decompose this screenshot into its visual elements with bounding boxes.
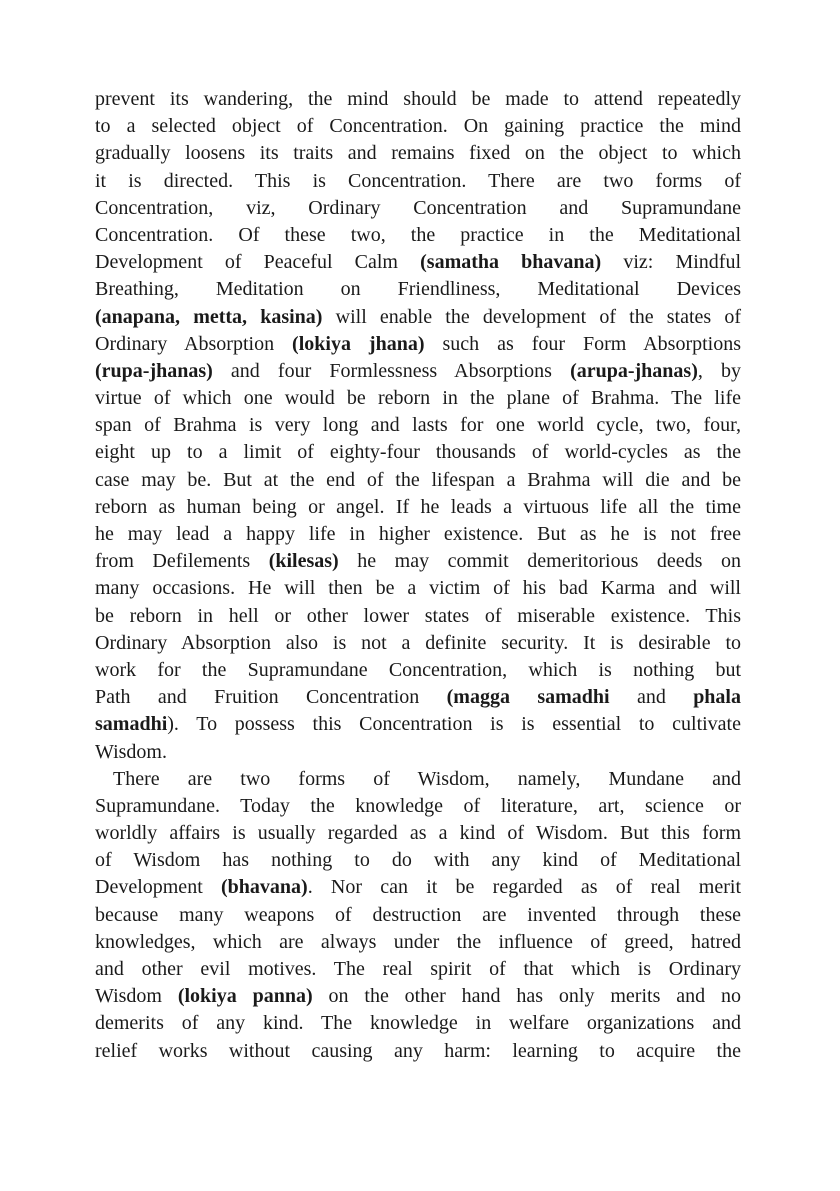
text-segment: many occasions. He will then be a victim of his bad Karma and will (95, 577, 741, 600)
text-line (95, 603, 741, 630)
text-line (95, 494, 741, 521)
bold-term: (kilesas) (268, 550, 339, 573)
text-line (95, 575, 741, 602)
text-line (95, 439, 741, 466)
text-line (95, 168, 741, 195)
text-line (95, 684, 741, 711)
bold-term: (magga samadhi (446, 686, 610, 709)
text-segment: and other evil motives. The real spirit of that which is Ordinary (95, 958, 741, 980)
text-segment: viz: Mindful (601, 251, 742, 274)
text-segment: he may lead a happy life in higher existence. But as he is not free (95, 523, 741, 545)
text-segment: and four Formlessness Absorptions (212, 359, 571, 382)
text-line (95, 739, 741, 766)
text-segment: There are two forms of Wisdom, namely, Mundane and (113, 767, 741, 790)
text-segment: span of Brahma is very long and lasts for one world cycle, two, four, (95, 414, 741, 437)
text-line (95, 113, 741, 140)
text-segment: virtue of which one would be reborn in the plane of Brahma. The life (95, 387, 741, 410)
text-segment: from Defilements (95, 550, 269, 573)
text-line (95, 847, 741, 874)
bold-term: (rupa-jhanas) (95, 359, 213, 382)
text-segment: Wisdom (95, 985, 178, 1008)
text-segment: Wisdom. (95, 740, 167, 763)
text-line (95, 1010, 741, 1037)
text-segment: demerits of any kind. The knowledge in welfare organizations and (95, 1012, 741, 1035)
document-body (95, 86, 741, 1065)
text-segment: Development of Peaceful Calm (95, 251, 421, 274)
text-line (95, 521, 741, 548)
text-segment: he may commit demeritorious deeds on (338, 550, 741, 573)
text-line (95, 793, 741, 820)
text-line (95, 467, 741, 494)
text-line (95, 766, 741, 793)
text-segment: will enable the development of the states of (322, 305, 741, 328)
text-segment: be reborn in hell or other lower states of miserable existence. This (95, 604, 741, 627)
text-segment: ). To possess this Concentration is is essential to cultivate (167, 713, 741, 736)
text-segment: because many weapons of destruction are invented through these (95, 903, 741, 926)
text-segment: of Wisdom has nothing to do with any kind of Meditational (95, 849, 741, 872)
text-line (95, 874, 741, 901)
text-line (95, 276, 741, 303)
text-segment: Ordinary Absorption (95, 332, 293, 355)
text-line (95, 412, 741, 439)
text-segment: work for the Supramundane Concentration, which is nothing but (95, 658, 741, 681)
text-line (95, 195, 741, 222)
text-line (95, 385, 741, 412)
text-segment: and (609, 686, 694, 709)
text-line (95, 820, 741, 847)
text-segment: prevent its wandering, the mind should be made to attend repeatedly (95, 88, 741, 110)
bold-term: (lokiya panna) (177, 985, 313, 1008)
text-line (95, 657, 741, 684)
bold-term: (samatha bhavana) (420, 251, 602, 274)
text-line (95, 140, 741, 167)
text-line (95, 222, 741, 249)
text-segment: case may be. But at the end of the lifespan a Brahma will die and be (95, 468, 741, 491)
text-segment: on the other hand has only merits and no (312, 985, 741, 1008)
text-segment: knowledges, which are always under the influence of greed, hatred (95, 930, 741, 953)
text-line (95, 1038, 741, 1065)
text-segment: Breathing, Meditation on Friendliness, Meditational Devices (95, 278, 741, 301)
text-segment: Concentration. Of these two, the practice in the Meditational (95, 223, 741, 246)
text-line (95, 630, 741, 657)
text-segment: Development (95, 876, 221, 899)
text-line (95, 548, 741, 575)
bold-term: (arupa-jhanas) (570, 359, 698, 382)
text-line (95, 711, 741, 738)
text-line (95, 331, 741, 358)
text-line (95, 249, 741, 276)
text-segment: eight up to a limit of eighty-four thousands of world-cycles as the (95, 441, 741, 464)
text-segment: Ordinary Absorption also is not a definite security. It is desirable to (95, 631, 741, 654)
text-line (95, 86, 741, 113)
text-segment: gradually loosens its traits and remains fixed on the object to which (95, 142, 741, 165)
text-segment: Concentration, viz, Ordinary Concentration and Supramundane (95, 196, 741, 219)
bold-term: (lokiya jhana) (292, 332, 425, 355)
text-line (95, 929, 741, 956)
text-segment: Supramundane. Today the knowledge of literature, art, science or (95, 794, 741, 817)
text-segment: worldly affairs is usually regarded as a kind of Wisdom. But this form (95, 822, 741, 845)
bold-term: (anapana, metta, kasina) (95, 305, 323, 328)
bold-term: samadhi (95, 713, 168, 736)
bold-term: (bhavana) (220, 876, 308, 899)
text-segment: it is directed. This is Concentration. There are two forms of (95, 169, 741, 192)
text-segment: such as four Form Absorptions (424, 332, 741, 355)
text-segment: , by (697, 359, 741, 382)
text-line (95, 983, 741, 1010)
text-segment: to a selected object of Concentration. On gaining practice the mind (95, 115, 741, 138)
text-line (95, 956, 741, 983)
bold-term: phala (693, 686, 741, 709)
text-line (95, 304, 741, 331)
text-line (95, 902, 741, 929)
text-segment: . Nor can it be regarded as of real merit (307, 876, 742, 899)
text-segment: reborn as human being or angel. If he leads a virtuous life all the time (95, 495, 741, 518)
text-line (95, 358, 741, 385)
text-segment: relief works without causing any harm: learning to acquire the (95, 1039, 741, 1062)
text-segment: Path and Fruition Concentration (95, 686, 447, 709)
